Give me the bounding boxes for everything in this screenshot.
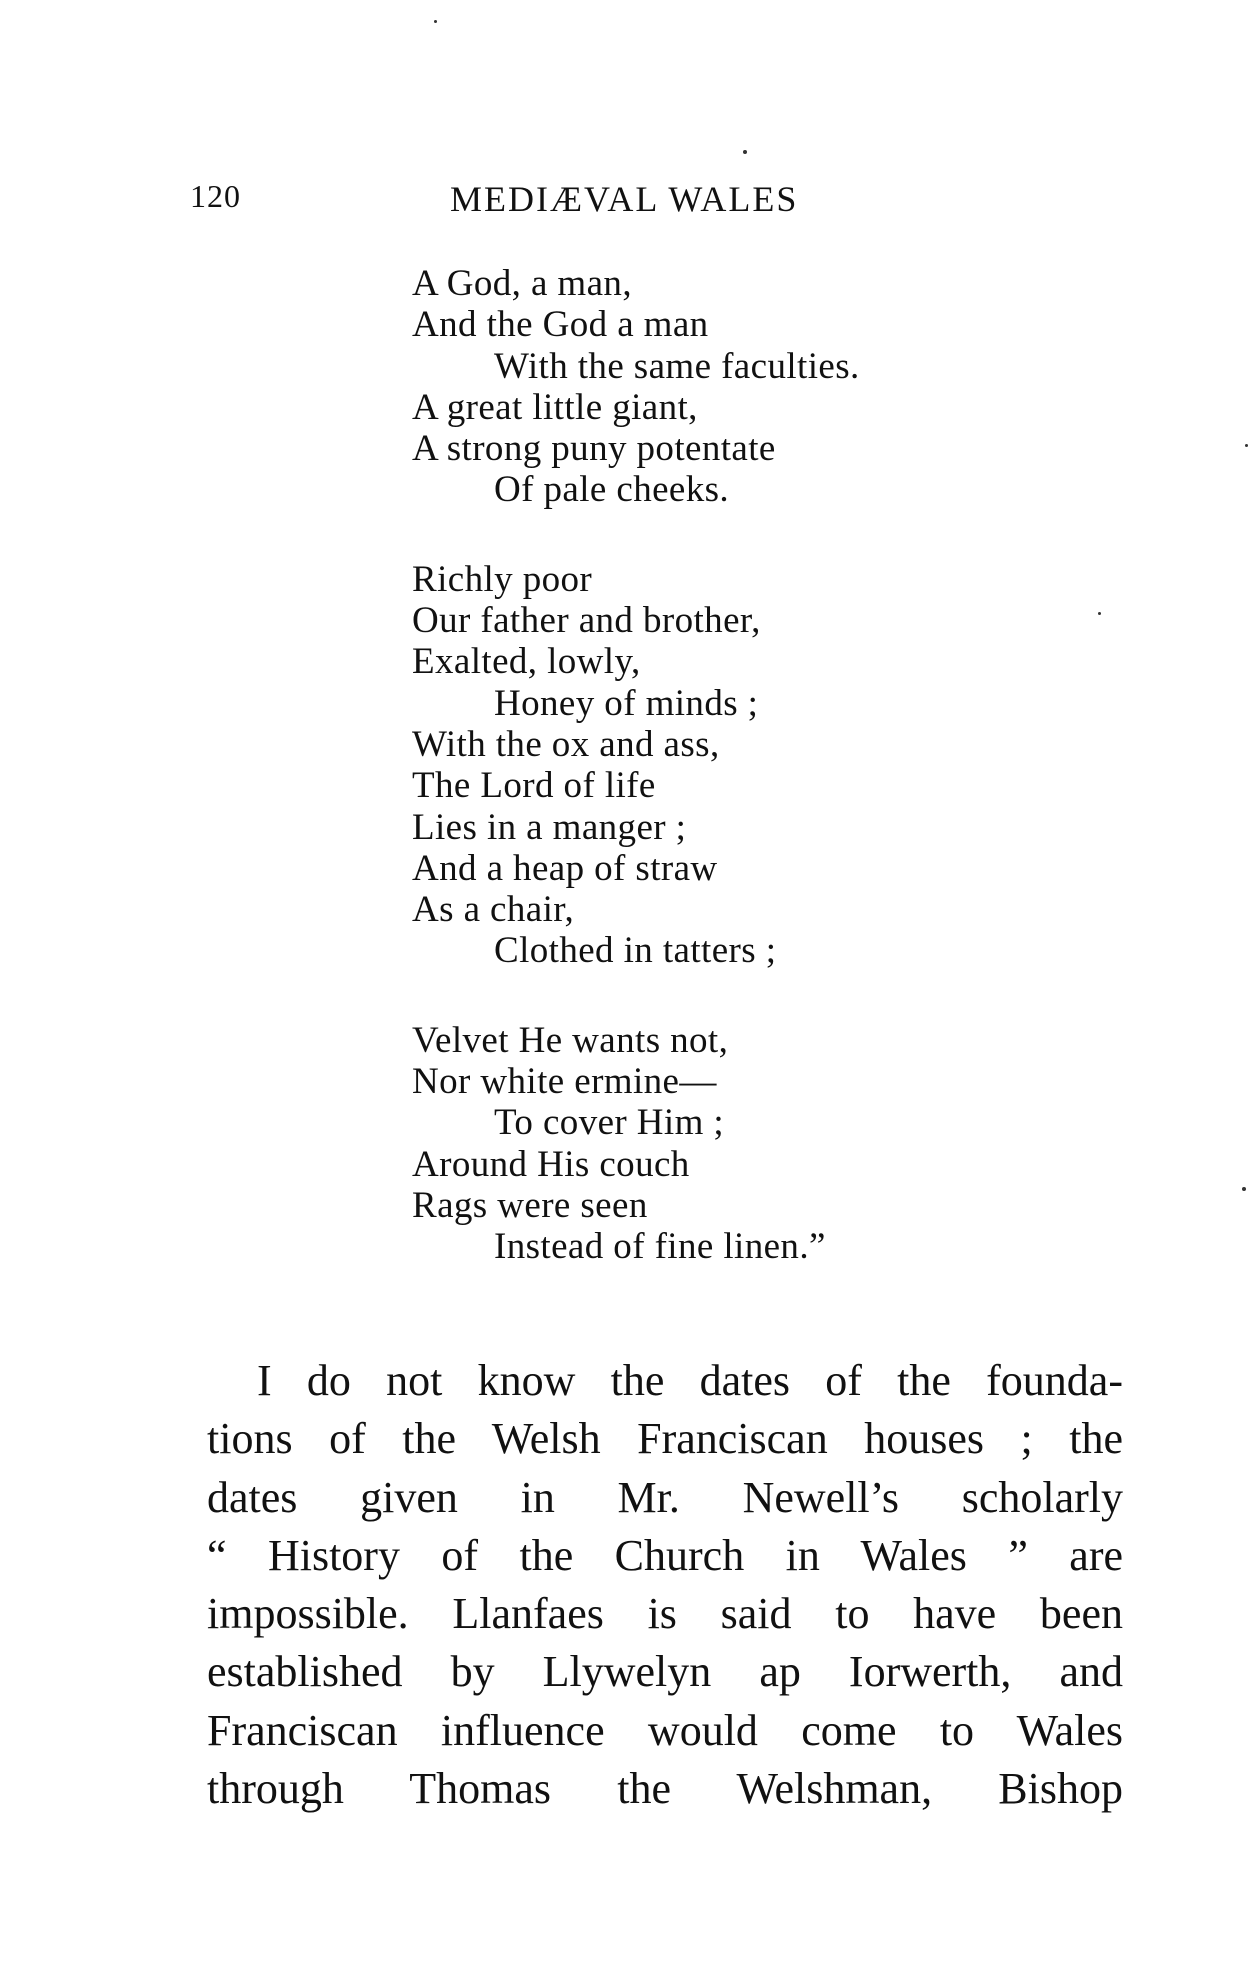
poem-line: With the ox and ass, xyxy=(412,723,720,765)
poem-line: Nor white ermine— xyxy=(412,1061,717,1103)
paragraph-line: dates given in Mr. Newell’s scholarly xyxy=(207,1472,1123,1522)
poem-line: Around His couch xyxy=(412,1143,690,1185)
poem-stanza xyxy=(412,559,1112,972)
poem-line: Lies in a manger ; xyxy=(412,806,687,848)
poem-line: Instead of fine linen.” xyxy=(494,1226,826,1268)
paragraph-line: impossible. Llanfaes is said to have been xyxy=(207,1589,1123,1639)
poem-line: And a heap of straw xyxy=(412,847,718,889)
poem-line: As a chair, xyxy=(412,889,575,931)
poem-stanza xyxy=(412,263,1112,511)
poem-line: Velvet He wants not, xyxy=(412,1019,729,1061)
poem-block xyxy=(412,263,1112,1316)
page-header xyxy=(190,178,1120,228)
paragraph-line: I do not know the dates of the founda- xyxy=(257,1356,1123,1405)
poem-line: The Lord of life xyxy=(412,765,656,807)
running-title: MEDIÆVAL WALES xyxy=(450,179,799,219)
poem-stanza xyxy=(412,1020,1112,1268)
print-speck xyxy=(1242,1187,1246,1191)
print-speck xyxy=(1098,612,1101,615)
paragraph-line: established by Llywelyn ap Iorwerth, and xyxy=(207,1647,1123,1697)
poem-line: Our father and brother, xyxy=(412,600,761,642)
paragraph-line: Franciscan influence would come to Wales xyxy=(207,1705,1123,1755)
poem-line: A strong puny potentate xyxy=(412,428,776,470)
print-speck xyxy=(1245,444,1248,447)
poem-line: Honey of minds ; xyxy=(494,682,759,724)
poem-line: A great little giant, xyxy=(412,386,698,428)
poem-line: Of pale cheeks. xyxy=(494,469,730,511)
poem-line: Rags were seen xyxy=(412,1184,648,1226)
poem-line: With the same faculties. xyxy=(494,345,860,387)
paragraph-line: tions of the Welsh Franciscan houses ; the xyxy=(207,1414,1123,1464)
print-speck xyxy=(743,150,747,154)
page-number: 120 xyxy=(190,178,241,214)
poem-line: To cover Him ; xyxy=(494,1102,725,1144)
print-speck xyxy=(434,20,437,23)
body-paragraph xyxy=(207,1352,1123,1818)
paragraph-line: “ History of the Church in Wales ” are xyxy=(207,1530,1123,1580)
poem-line: Clothed in tatters ; xyxy=(494,930,777,972)
poem-line: And the God a man xyxy=(412,304,709,346)
paragraph-line: through Thomas the Welshman, Bishop xyxy=(207,1764,1123,1814)
poem-line: A God, a man, xyxy=(412,263,632,304)
poem-line: Exalted, lowly, xyxy=(412,641,641,683)
poem-line: Richly poor xyxy=(412,558,593,600)
